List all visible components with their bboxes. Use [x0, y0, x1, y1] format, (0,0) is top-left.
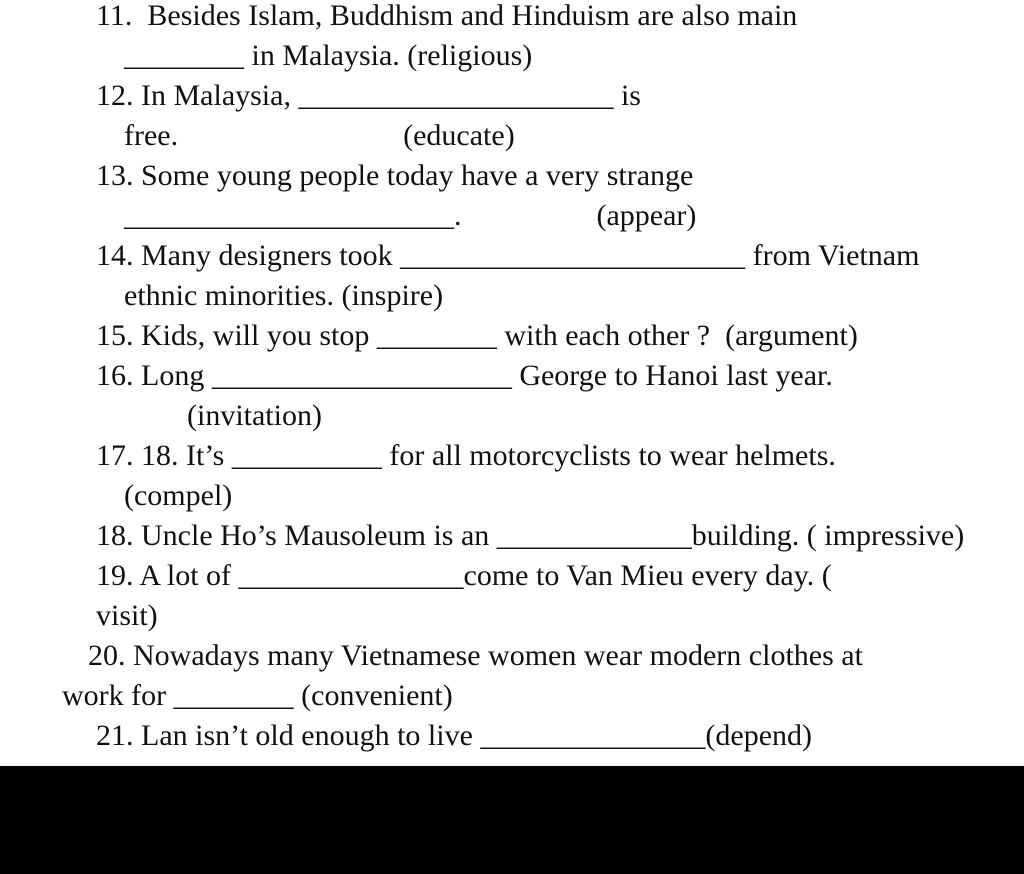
- item-19-line-2: visit): [96, 599, 158, 632]
- item-15-line-1: 15. Kids, will you stop ________ with each other ? (argument): [96, 319, 858, 352]
- item-18-line-1: 18. Uncle Ho’s Mausoleum is an _____________building. ( impressive): [96, 519, 965, 552]
- item-16-line-2: (invitation): [187, 399, 322, 432]
- item-21-line-1: 21. Lan isn’t old enough to live _______________(depend): [96, 719, 813, 752]
- black-bottom-bar: [0, 766, 1024, 874]
- item-12-line-1: 12. In Malaysia, _____________________ is: [96, 79, 641, 112]
- item-13-line-2: ______________________. (appear): [124, 199, 697, 232]
- item-11-line-1: 11. Besides Islam, Buddhism and Hinduism are also main: [96, 0, 798, 32]
- item-16-line-1: 16. Long ____________________ George to Hanoi last year.: [96, 359, 833, 392]
- item-17-line-2: (compel): [124, 479, 233, 512]
- item-20-line-2: work for ________ (convenient): [62, 679, 453, 712]
- item-20-line-1: 20. Nowadays many Vietnamese women wear modern clothes at: [88, 639, 863, 672]
- item-12-line-2: free. (educate): [124, 119, 515, 152]
- item-11-line-2: ________ in Malaysia. (religious): [124, 39, 533, 72]
- item-14-line-1: 14. Many designers took _______________________ from Vietnam: [96, 239, 920, 272]
- item-14-line-2: ethnic minorities. (inspire): [124, 279, 444, 312]
- item-13-line-1: 13. Some young people today have a very strange: [96, 159, 694, 192]
- item-19-line-1: 19. A lot of _______________come to Van Mieu every day. (: [96, 559, 832, 592]
- item-17-line-1: 17. 18. It’s __________ for all motorcyclists to wear helmets.: [96, 439, 836, 472]
